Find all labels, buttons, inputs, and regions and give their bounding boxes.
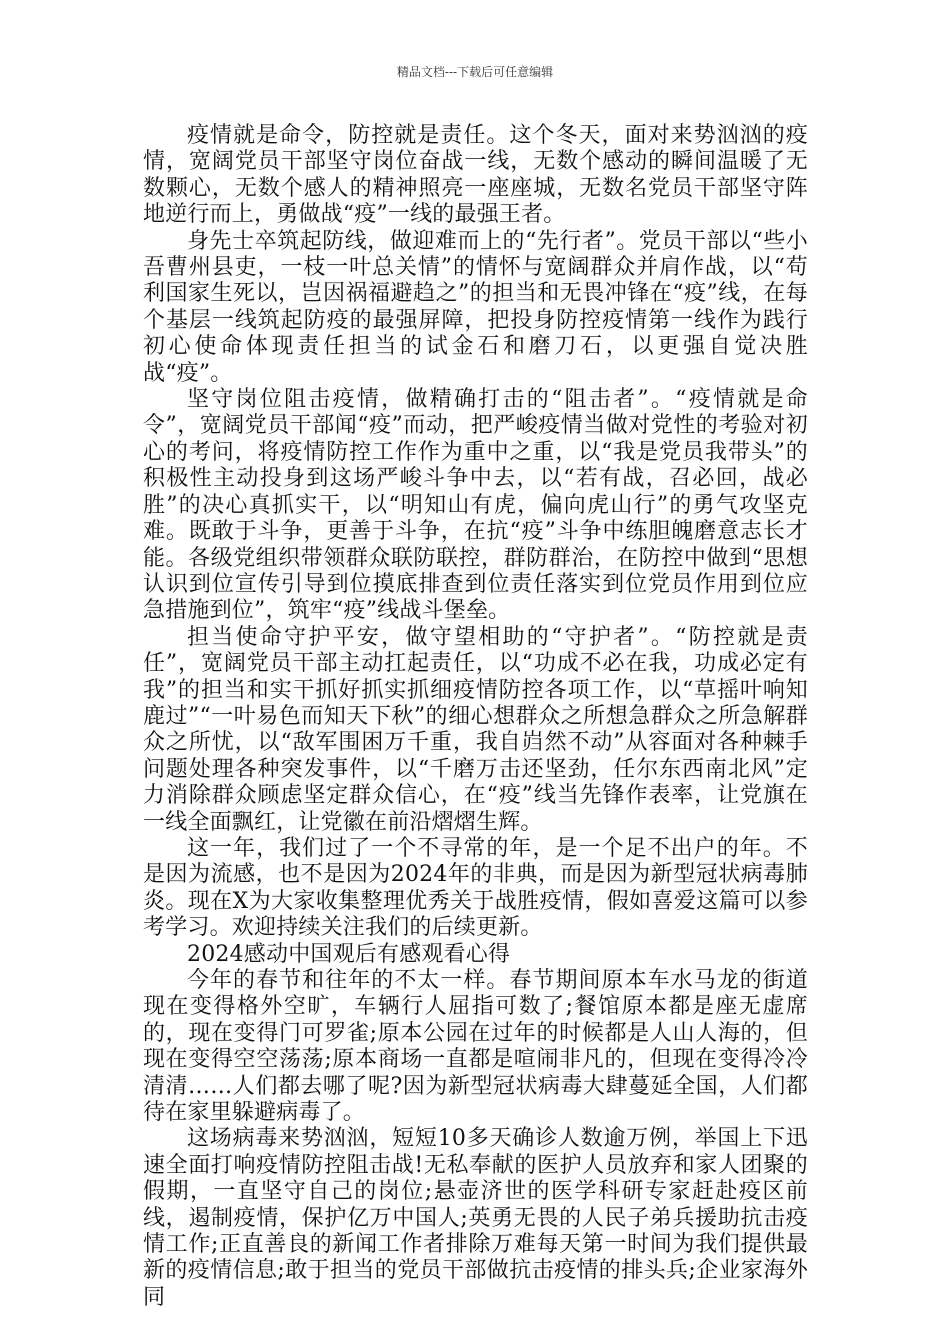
paragraph-6: 今年的春节和往年的不太一样。春节期间原本车水马龙的街道现在变得格外空旷，车辆行人屈指可数了;餐馆原本都是座无虚席的，现在变得门可罗雀;原本公园在过年的时候都是人山人海的，但现在变得空空荡荡;原本商场一直都是喧闹非凡的，但现在变得冷冷清清……人们都去哪了呢?因为新型冠状病毒大肆蔓延全国，人们都待在家里躲避病毒了。 [143,968,808,1126]
document-body [143,123,808,1311]
paragraph-7: 这场病毒来势汹汹，短短10多天确诊人数逾万例，举国上下迅速全面打响疫情防控阻击战!无私奉献的医护人员放弃和家人团聚的假期，一直坚守自己的岗位;悬壶济世的医学科研专家赶赴疫区前线，遏制疫情，保护亿万中国人;英勇无畏的人民子弟兵援助抗击疫情工作;正直善良的新闻工作者排除万难每天第一时间为我们提供最新的疫情信息;敢于担当的党员干部做抗击疫情的排头兵;企业家海外同 [143,1126,808,1310]
paragraph-3: 坚守岗位阻击疫情，做精确打击的“阻击者”。“疫情就是命令”，宽阔党员干部闻“疫”而动，把严峻疫情当做对党性的考验对初心的考问，将疫情防控工作作为重中之重，以“我是党员我带头”的积极性主动投身到这场严峻斗争中去，以“若有战，召必回，战必胜”的决心真抓实干，以“明知山有虎，偏向虎山行”的勇气攻坚克难。既敢于斗争，更善于斗争，在抗“疫”斗争中练胆魄磨意志长才能。各级党组织带领群众联防联控，群防群治，在防控中做到“思想认识到位宣传引导到位摸底排查到位责任落实到位党员作用到位应急措施到位”，筑牢“疫”线战斗堡垒。 [143,387,808,624]
paragraph-2: 身先士卒筑起防线，做迎难而上的“先行者”。党员干部以“些小吾曹州县吏，一枝一叶总关情”的情怀与宽阔群众并肩作战，以“苟利国家生死以，岂因祸福避趋之”的担当和无畏冲锋在“疫”线，在每个基层一线筑起防疫的最强屏障，把投身防控疫情第一线作为践行初心使命体现责任担当的试金石和磨刀石，以更强自觉决胜战“疫”。 [143,228,808,386]
page-header: 精品文档---下载后可任意编辑 [396,65,554,79]
paragraph-5: 这一年，我们过了一个不寻常的年，是一个足不出户的年。不是因为流感，也不是因为2024年的非典，而是因为新型冠状病毒肺炎。现在X为大家收集整理优秀关于战胜疫情，假如喜爱这篇可以参考学习。欢迎持续关注我们的后续更新。 [143,835,808,941]
section-heading: 2024感动中国观后有感观看心得 [187,941,511,967]
paragraph-4: 担当使命守护平安，做守望相助的“守护者”。“防控就是责任”，宽阔党员干部主动扛起责任，以“功成不必在我，功成必定有我”的担当和实干抓好抓实抓细疫情防控各项工作，以“草摇叶响知鹿过”“一叶易色而知天下秋”的细心想群众之所想急群众之所急解群众之所忧，以“敌军围困万千重，我自岿然不动”从容面对各种棘手问题处理各种突发事件，以“千磨万击还坚劲，任尔东西南北风”定力消除群众顾虑坚定群众信心，在“疫”线当先锋作表率，让党旗在一线全面飘红，让党徽在前沿熠熠生辉。 [143,624,808,835]
paragraph-1: 疫情就是命令，防控就是责任。这个冬天，面对来势汹汹的疫情，宽阔党员干部坚守岗位奋战一线，无数个感动的瞬间温暖了无数颗心，无数个感人的精神照亮一座座城，无数名党员干部坚守阵地逆行而上，勇做战“疫”一线的最强王者。 [143,123,808,228]
